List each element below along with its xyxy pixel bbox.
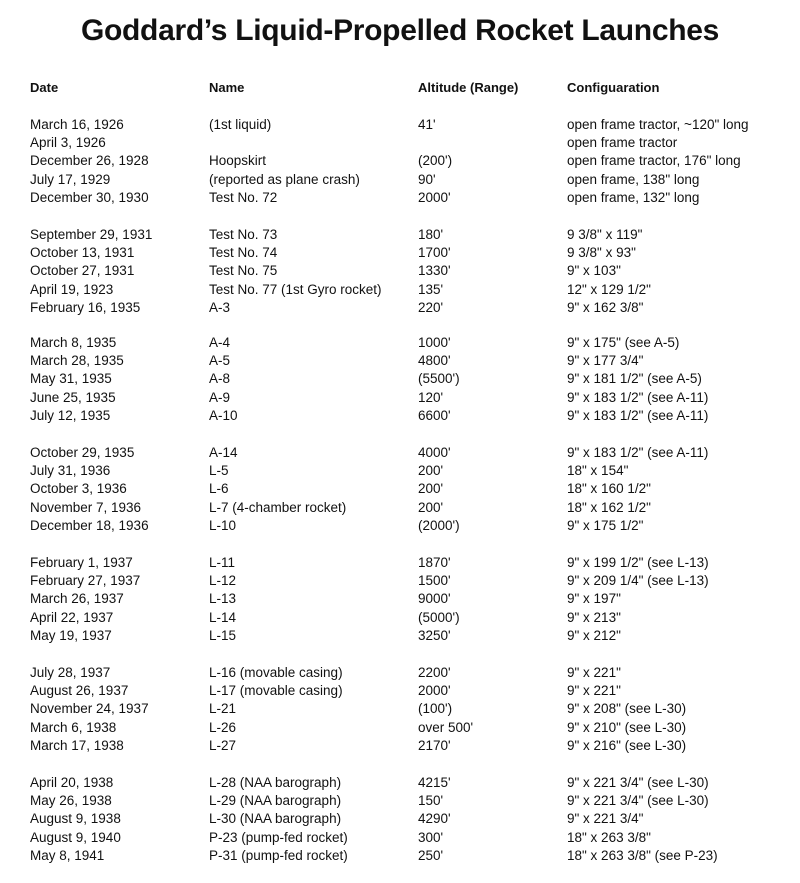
table-row	[0, 554, 800, 572]
header-name: Name	[209, 80, 245, 95]
header-configuration: Configuaration	[567, 80, 660, 95]
cell-configuration: 9" x 221"	[567, 683, 621, 699]
cell-altitude: 200'	[418, 499, 444, 515]
cell-altitude: 180'	[418, 227, 444, 242]
cell-altitude: 4290'	[418, 811, 451, 827]
cell-date: August 26, 1937	[30, 683, 129, 699]
cell-name: A-5	[209, 353, 231, 369]
cell-date: June 25, 1935	[30, 389, 116, 405]
cell-altitude: 135'	[418, 281, 444, 297]
table-row	[0, 829, 800, 847]
cell-altitude: 2000'	[418, 683, 451, 699]
cell-date: March 17, 1938	[30, 737, 124, 753]
cell-name: A-3	[209, 299, 231, 315]
cell-name: L-6	[209, 481, 229, 497]
cell-date: November 7, 1936	[30, 499, 142, 515]
table-row	[0, 352, 800, 370]
cell-altitude: 120'	[418, 389, 444, 405]
cell-name: L-27	[209, 737, 237, 753]
cell-altitude: (100')	[418, 701, 453, 717]
cell-configuration: 9" x 199 1/2" (see L-13)	[567, 555, 709, 570]
cell-altitude: 1500'	[418, 573, 451, 589]
cell-altitude: 9000'	[418, 591, 451, 607]
cell-altitude: (200')	[418, 153, 453, 169]
cell-configuration: open frame tractor, ~120" long	[567, 117, 749, 132]
cell-name: L-21	[209, 701, 237, 717]
table-row	[0, 499, 800, 517]
cell-configuration: 9" x 181 1/2" (see A-5)	[567, 371, 702, 387]
table-row	[0, 152, 800, 170]
cell-configuration: open frame tractor	[567, 135, 678, 151]
cell-configuration: 18" x 162 1/2"	[567, 499, 651, 515]
cell-name: L-30 (NAA barograph)	[209, 811, 342, 827]
cell-date: May 19, 1937	[30, 627, 112, 643]
cell-altitude: 200'	[418, 481, 444, 497]
cell-configuration: 9" x 213"	[567, 609, 621, 625]
cell-configuration: 9" x 210" (see L-30)	[567, 719, 687, 735]
table-row	[0, 847, 800, 865]
cell-date: December 26, 1928	[30, 153, 149, 169]
cell-configuration: 9" x 177 3/4"	[567, 353, 644, 369]
cell-date: February 27, 1937	[30, 573, 141, 589]
cell-configuration: 9" x 212"	[567, 627, 621, 643]
cell-name: (reported as plane crash)	[209, 171, 360, 187]
table-row	[0, 719, 800, 737]
cell-altitude: over 500'	[418, 719, 474, 735]
table-row	[0, 792, 800, 810]
cell-name: (1st liquid)	[209, 117, 272, 132]
table-row	[0, 609, 800, 627]
cell-configuration: 9" x 221 3/4"	[567, 811, 644, 827]
cell-configuration: 9" x 221 3/4" (see L-30)	[567, 775, 709, 790]
table-row	[0, 682, 800, 700]
cell-date: March 16, 1926	[30, 117, 124, 132]
table-row	[0, 737, 800, 755]
cell-date: April 19, 1923	[30, 281, 114, 297]
table-row	[0, 262, 800, 280]
header-date: Date	[30, 80, 59, 95]
table-row	[0, 116, 800, 134]
cell-configuration: 9 3/8" x 119"	[567, 227, 643, 242]
cell-configuration: 9" x 221"	[567, 665, 621, 680]
cell-configuration: 9" x 197"	[567, 591, 621, 607]
cell-name: L-11	[209, 555, 236, 570]
table-row	[0, 334, 800, 352]
cell-altitude: 1330'	[418, 263, 451, 279]
cell-altitude: 200'	[418, 463, 444, 479]
cell-altitude: 3250'	[418, 627, 451, 643]
cell-date: July 31, 1936	[30, 463, 111, 479]
table-header	[0, 79, 800, 97]
cell-date: May 31, 1935	[30, 371, 112, 387]
cell-name: Test No. 74	[209, 245, 278, 261]
table-row	[0, 407, 800, 425]
cell-name: A-9	[209, 389, 231, 405]
cell-name: P-31 (pump-fed rocket)	[209, 847, 348, 863]
cell-altitude: (5500')	[418, 371, 460, 387]
table-row	[0, 700, 800, 718]
table-row	[0, 444, 800, 462]
table-row	[0, 810, 800, 828]
table-row	[0, 480, 800, 498]
cell-date: March 28, 1935	[30, 353, 124, 369]
cell-date: April 20, 1938	[30, 775, 114, 790]
cell-date: October 29, 1935	[30, 445, 135, 460]
cell-configuration: open frame, 138" long	[567, 171, 700, 187]
cell-name: L-17 (movable casing)	[209, 683, 343, 699]
cell-name: A-10	[209, 407, 238, 423]
cell-date: April 3, 1926	[30, 135, 106, 151]
cell-name: P-23 (pump-fed rocket)	[209, 829, 348, 845]
cell-name: A-14	[209, 445, 238, 460]
cell-altitude: 2170'	[418, 737, 451, 753]
cell-date: October 27, 1931	[30, 263, 135, 279]
cell-name: L-29 (NAA barograph)	[209, 793, 342, 809]
table-row	[0, 664, 800, 682]
table-row	[0, 226, 800, 244]
cell-configuration: 9" x 183 1/2" (see A-11)	[567, 407, 709, 423]
header-altitude: Altitude (Range)	[418, 80, 519, 95]
page-title: Goddard’s Liquid-Propelled Rocket Launches	[80, 14, 720, 47]
cell-altitude: 220'	[418, 299, 444, 315]
table-row	[0, 244, 800, 262]
table-row	[0, 134, 800, 152]
cell-date: November 24, 1937	[30, 701, 149, 717]
cell-name: Test No. 72	[209, 189, 278, 205]
cell-date: October 13, 1931	[30, 245, 135, 261]
cell-altitude: 4000'	[418, 445, 451, 460]
cell-altitude: 41'	[418, 117, 436, 132]
cell-altitude: 2200'	[418, 665, 451, 680]
cell-name: L-16 (movable casing)	[209, 665, 343, 680]
cell-name: A-8	[209, 371, 231, 387]
cell-name: L-15	[209, 627, 237, 643]
cell-name: Test No. 73	[209, 227, 278, 242]
cell-altitude: 250'	[418, 847, 444, 863]
table-row	[0, 171, 800, 189]
cell-name: L-10	[209, 517, 237, 533]
cell-configuration: 18" x 154"	[567, 463, 629, 479]
cell-configuration: 18" x 263 3/8"	[567, 829, 651, 845]
table-row	[0, 517, 800, 535]
cell-configuration: 9" x 216" (see L-30)	[567, 737, 687, 753]
cell-name: Test No. 75	[209, 263, 278, 279]
cell-name: L-14	[209, 609, 237, 625]
cell-configuration: 9" x 103"	[567, 263, 621, 279]
cell-date: September 29, 1931	[30, 227, 153, 242]
cell-date: May 8, 1941	[30, 847, 105, 863]
cell-name: L-13	[209, 591, 237, 607]
cell-date: March 8, 1935	[30, 335, 117, 350]
cell-altitude: 4215'	[418, 775, 451, 790]
cell-configuration: 9" x 175 1/2"	[567, 517, 644, 533]
table-row	[0, 572, 800, 590]
cell-name: L-7 (4-chamber rocket)	[209, 499, 347, 515]
cell-name: L-26	[209, 719, 237, 735]
cell-date: July 12, 1935	[30, 407, 111, 423]
table-row	[0, 627, 800, 645]
cell-altitude: 1870'	[418, 555, 451, 570]
cell-name: L-28 (NAA barograph)	[209, 775, 342, 790]
cell-name: A-4	[209, 335, 231, 350]
cell-configuration: 9" x 221 3/4" (see L-30)	[567, 793, 709, 809]
cell-altitude: 2000'	[418, 189, 451, 205]
cell-altitude: 6600'	[418, 407, 451, 423]
table-row	[0, 462, 800, 480]
cell-altitude: 300'	[418, 829, 444, 845]
cell-configuration: 18" x 160 1/2"	[567, 481, 651, 497]
cell-date: October 3, 1936	[30, 481, 127, 497]
table-row	[0, 370, 800, 388]
cell-configuration: open frame tractor, 176" long	[567, 153, 741, 169]
table-row	[0, 281, 800, 299]
table-row	[0, 299, 800, 317]
cell-date: May 26, 1938	[30, 793, 112, 809]
cell-configuration: 18" x 263 3/8" (see P-23)	[567, 847, 718, 863]
cell-altitude: 1700'	[418, 245, 451, 261]
table-row	[0, 189, 800, 207]
cell-configuration: 9 3/8" x 93"	[567, 245, 636, 261]
cell-configuration: 9" x 209 1/4" (see L-13)	[567, 573, 709, 589]
cell-date: February 16, 1935	[30, 299, 141, 315]
cell-date: August 9, 1940	[30, 829, 121, 845]
cell-name: L-12	[209, 573, 237, 589]
cell-name: Test No. 77 (1st Gyro rocket)	[209, 281, 382, 297]
cell-configuration: 12" x 129 1/2"	[567, 281, 651, 297]
cell-altitude: 1000'	[418, 335, 451, 350]
table-row	[0, 590, 800, 608]
cell-altitude: 4800'	[418, 353, 451, 369]
cell-configuration: open frame, 132" long	[567, 189, 700, 205]
cell-configuration: 9" x 162 3/8"	[567, 299, 644, 315]
cell-date: July 17, 1929	[30, 171, 111, 187]
cell-date: July 28, 1937	[30, 665, 111, 680]
cell-configuration: 9" x 208" (see L-30)	[567, 701, 687, 717]
table-row	[0, 774, 800, 792]
cell-name: Hoopskirt	[209, 153, 267, 169]
cell-date: February 1, 1937	[30, 555, 133, 570]
cell-altitude: 90'	[418, 171, 436, 187]
cell-configuration: 9" x 175" (see A-5)	[567, 335, 680, 350]
cell-date: April 22, 1937	[30, 609, 114, 625]
table-row	[0, 389, 800, 407]
cell-date: August 9, 1938	[30, 811, 121, 827]
cell-date: March 26, 1937	[30, 591, 124, 607]
cell-date: December 18, 1936	[30, 517, 149, 533]
cell-name: L-5	[209, 463, 229, 479]
cell-date: March 6, 1938	[30, 719, 117, 735]
cell-altitude: (5000')	[418, 609, 460, 625]
cell-configuration: 9" x 183 1/2" (see A-11)	[567, 389, 709, 405]
cell-altitude: 150'	[418, 793, 444, 809]
cell-altitude: (2000')	[418, 517, 460, 533]
cell-configuration: 9" x 183 1/2" (see A-11)	[567, 445, 709, 460]
cell-date: December 30, 1930	[30, 189, 149, 205]
